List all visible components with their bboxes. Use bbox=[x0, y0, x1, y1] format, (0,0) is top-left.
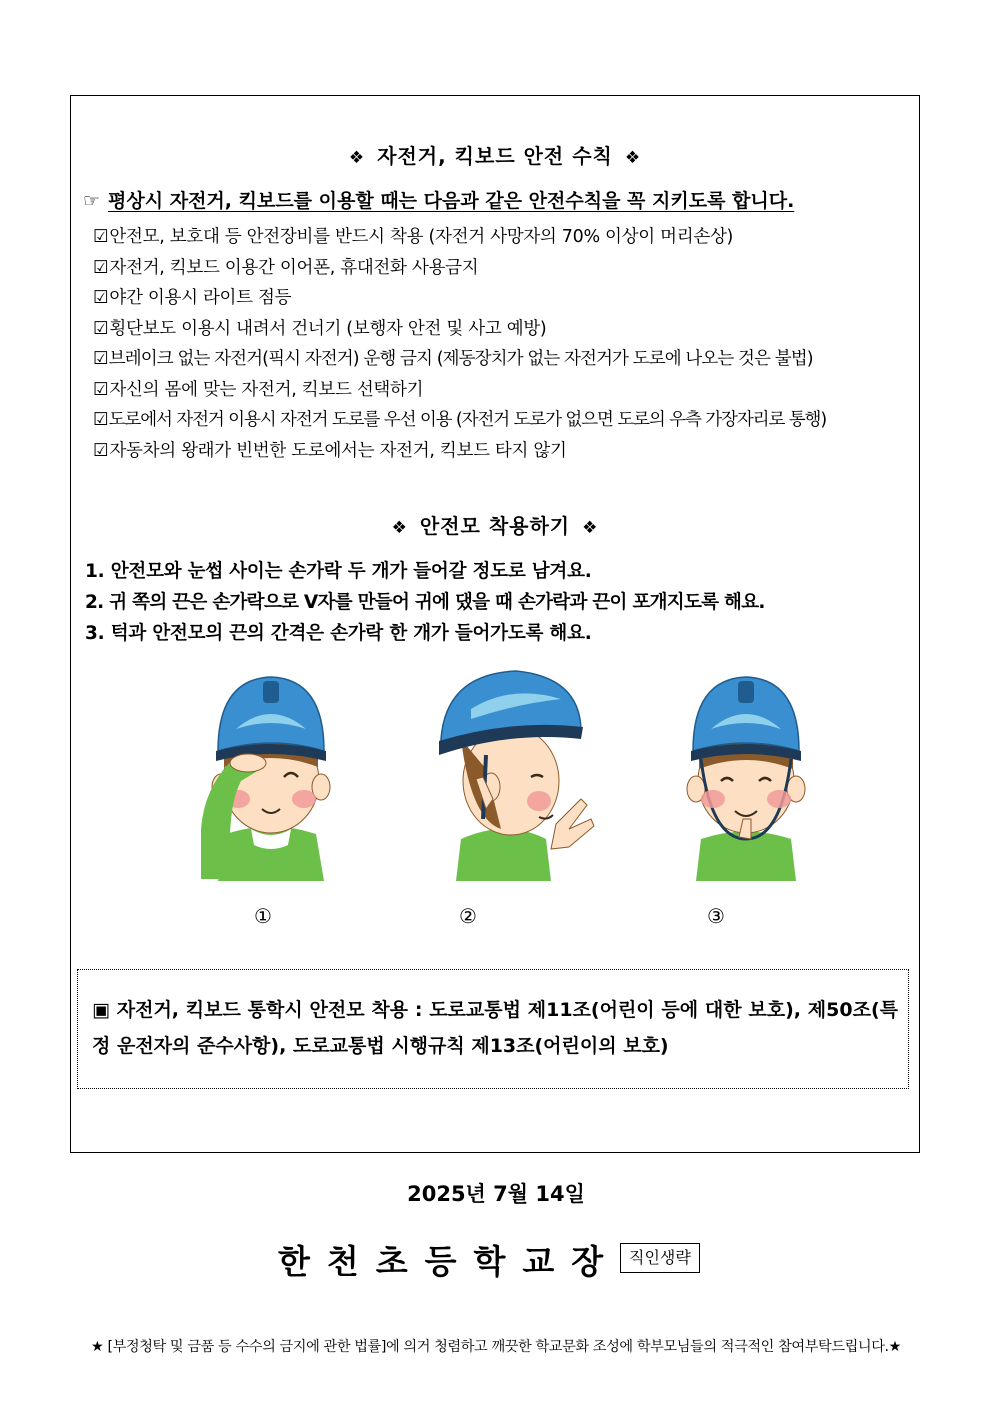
checkbox-icon: ☑ bbox=[93, 227, 109, 247]
list-item: ☑자동차의 왕래가 빈번한 도로에서는 자전거, 킥보드 타지 않기 bbox=[93, 440, 567, 461]
child-helmet-ear-strap-illustration bbox=[431, 669, 601, 884]
figure-label-2: ② bbox=[459, 904, 477, 928]
law-reference-text: ▣ 자전거, 킥보드 통학시 안전모 착용 : 도로교통법 제11조(어린이 등에 대한 보호), 제50조(특정 운전자의 준수사항), 도로교통법 시행규칙 제13조(어린이의 보호) bbox=[92, 999, 898, 1057]
rules-intro-text: 평상시 자전거, 킥보드를 이용할 때는 다음과 같은 안전수칙을 꼭 지키도록 합니다. bbox=[108, 190, 795, 212]
pointing-hand-icon: ☞ bbox=[83, 190, 101, 212]
section1-title: ❖ 자전거, 킥보드 안전 수칙 ❖ bbox=[348, 144, 642, 168]
list-item: ☑자신의 몸에 맞는 자전거, 킥보드 선택하기 bbox=[93, 379, 424, 400]
checkbox-icon: ☑ bbox=[93, 318, 109, 339]
section2-title: ❖ 안전모 착용하기 ❖ bbox=[391, 514, 599, 538]
law-reference-box bbox=[77, 969, 909, 1089]
child-helmet-chin-strap-illustration bbox=[671, 669, 821, 884]
figure-label-1: ① bbox=[254, 904, 272, 928]
helmet-illustrations bbox=[71, 669, 919, 889]
helmet-steps-list bbox=[85, 556, 765, 649]
list-item: ☑야간 이용시 라이트 점등 bbox=[93, 288, 292, 308]
rules-intro bbox=[83, 186, 794, 213]
list-item: 2. 귀 쪽의 끈은 손가락으로 V자를 만들어 귀에 댔을 때 손가락과 끈이 포개지도록 해요. bbox=[85, 592, 765, 613]
diamond-icon: ❖ bbox=[624, 148, 642, 168]
issue-date: 2025년 7월 14일 bbox=[407, 1182, 585, 1206]
notice-frame bbox=[70, 95, 920, 1153]
checkbox-icon: ☑ bbox=[93, 440, 109, 461]
list-item: ☑자전거, 킥보드 이용간 이어폰, 휴대전화 사용금지 bbox=[93, 257, 479, 278]
safety-rules-list bbox=[93, 222, 826, 466]
diamond-icon: ❖ bbox=[348, 148, 366, 168]
list-item: ☑횡단보도 이용시 내려서 건너기 (보행자 안전 및 사고 예방) bbox=[93, 318, 547, 339]
checkbox-icon: ☑ bbox=[93, 257, 109, 278]
checkbox-icon: ☑ bbox=[93, 410, 108, 430]
diamond-icon: ❖ bbox=[391, 518, 408, 538]
list-item: 3. 턱과 안전모의 끈의 간격은 손가락 한 개가 들어가도록 해요. bbox=[85, 623, 592, 644]
list-item: 1. 안전모와 눈썹 사이는 손가락 두 개가 들어갈 정도로 남겨요. bbox=[85, 561, 592, 582]
list-item: ☑도로에서 자전거 이용시 자전거 도로를 우선 이용 (자전거 도로가 없으면 도로의 우측 가장자리로 통행) bbox=[93, 410, 827, 430]
principal-name: 한천초등학교장 bbox=[278, 1242, 621, 1281]
list-item: ☑안전모, 보호대 등 안전장비를 반드시 착용 (자전거 사망자의 70% 이상이 머리손상) bbox=[93, 227, 734, 247]
checkbox-icon: ☑ bbox=[93, 379, 109, 400]
stamp-omitted-box: 직인생략 bbox=[620, 1243, 700, 1273]
checkbox-icon: ☑ bbox=[93, 288, 109, 308]
footer-notice: ★ [부정청탁 및 금품 등 수수의 금지에 관한 법률]에 의거 청렴하고 깨끗한 학교문화 조성에 학부모님들의 적극적인 참여부탁드립니다.★ bbox=[91, 1339, 901, 1355]
list-item: ☑브레이크 없는 자전거(픽시 자전거) 운행 금지 (제동장치가 없는 자전거가 도로에 나오는 것은 불법) bbox=[93, 349, 813, 369]
child-helmet-forehead-illustration bbox=[196, 669, 346, 884]
checkbox-icon: ☑ bbox=[93, 349, 108, 369]
diamond-icon: ❖ bbox=[582, 518, 599, 538]
figure-label-3: ③ bbox=[707, 904, 725, 928]
